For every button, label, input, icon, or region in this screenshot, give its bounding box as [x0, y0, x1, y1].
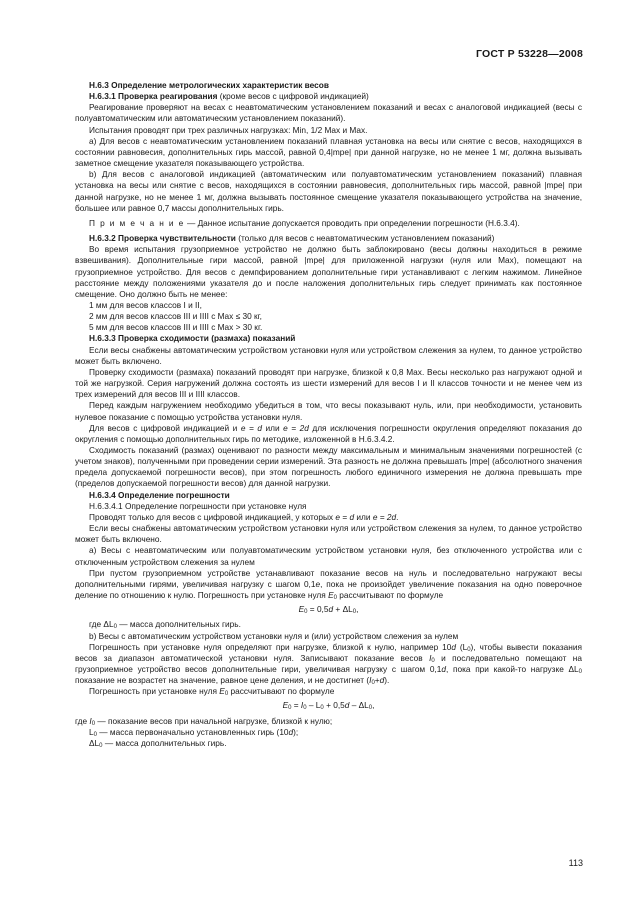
paragraph: Сходимость показаний (размах) оценивают по разности между максимальным и минимальным значениями погрешностей (с учетом знаков), полученными при проведении серии измерений. Эта разность не должна превышать |mpe| (абсолютного значения предела допускаемой погрешности весов), при этом погрешность любого единичного измерения не должна превышать mpe (пределов допускаемой погрешности весов) для данной нагрузки. — [75, 445, 582, 489]
subsection-h633: Н.6.3.3 Проверка сходимости (размаха) показаний — [89, 333, 296, 344]
paragraph: Перед каждым нагружением необходимо убедиться в том, что весы показывают нуль, или, при необходимости, установить нулевое показание с помощью устройства установки нуля. — [75, 400, 582, 422]
where-item: $\Delta L_0$ — масса дополнительных гирь. — [89, 737, 227, 749]
subsection-h632: Н.6.3.2 Проверка чувствительности (только для весов с неавтоматическим установлением показаний) — [89, 233, 495, 244]
paragraph: Проводят только для весов с цифровой индикацией, у которых e = d или e = 2d. — [89, 511, 399, 522]
paragraph: Реагирование проверяют на весах с неавтоматическим установлением показаний и весах с аналоговой индикацией (весы с полуавтоматическим или автоматическим установлением показаний). — [75, 102, 582, 124]
paragraph: Если весы снабжены автоматическим устройством установки нуля или устройством слежения за нулем, то данное устройство может быть включено. — [75, 344, 582, 366]
where-item: где $I_0$ — показание весов при начальной нагрузке, близкой к нулю; — [75, 715, 333, 727]
list-item: 1 мм для весов классов I и II, — [89, 299, 202, 310]
formula-zero-error-a: $E_0 = 0,5d + \Delta L_0$, — [298, 604, 359, 616]
where-clause: где $\Delta L_0$ — масса дополнительных гирь. — [89, 619, 241, 631]
paragraph: Для весов с цифровой индикацией и e = d или e = 2d для исключения погрешности округления определяют показания до округления с помощью дополнительных гирь по методике, изложенной в Н.6.3.4.2. — [75, 422, 582, 444]
paragraph: Испытания проводят при трех различных нагрузках: Min, 1/2 Max и Max. — [89, 124, 368, 135]
document-body — [75, 80, 582, 749]
note — [75, 218, 582, 229]
list-item: 2 мм для весов классов III и IIII с Max ≤ 30 кг, — [89, 311, 262, 322]
requirements-list — [75, 300, 582, 333]
paragraph: а) Для весов с неавтоматическим установлением показаний плавная установка на весы или снятие с весов, находящихся в состоянии равновесия, дополнительных гирь массой, равной 0,4|mpe| при данной нагрузке, но не менее 1 мг, должна вызывать заметное смещение указателя показывающего устройства. — [75, 135, 582, 169]
paragraph: а) Весы с неавтоматическим или полуавтоматическим устройством установки нуля, без отключенного устройства или с отключенным устройством слежения за нулем — [75, 545, 582, 567]
subsubsection-h6341: Н.6.3.4.1 Определение погрешности при установке нуля — [89, 500, 307, 511]
paragraph: Если весы снабжены автоматическим устройством установки нуля или устройством слежения за нулем, то данное устройство может быть включено. — [75, 523, 582, 545]
list-item: 5 мм для весов классов III и IIII с Max > 30 кг. — [89, 322, 263, 333]
subsection-title: Н.6.3.1 Проверка реагирования — [89, 91, 218, 102]
paragraph: Погрешность при установке нуля $E_0$ рассчитывают по формуле — [89, 686, 335, 698]
section-heading-h63: Н.6.3 Определение метрологических характеристик весов — [89, 80, 329, 90]
paragraph: Погрешность при установке нуля определяют при нагрузке, близкой к нулю, например 10d $(L_0)$, чтобы вывести показания весов за диапазон автоматической установки нуля. Записывают показание весов $I_0$ и последовательно помещают на грузоприемное устройство весов дополнительные гири, увеличивая нагрузку с шагом 0,1d, пока при какой-то нагрузке $\Delta L_0$ показание не возрастет на значение, равное цене деления, и не достигнет $(I_0+d)$. — [75, 641, 583, 687]
paragraph: b) Весы с автоматическим устройством установки нуля и (или) устройством слежения за нулем — [89, 630, 459, 641]
where-item: $L_0$ — масса первоначально установленных гирь (10d); — [89, 726, 299, 738]
paragraph: При пустом грузоприемном устройстве устанавливают показание весов на нуль и последовательно нагружают весы дополнительными гирями, увеличивая нагрузку с шагом 0,1e, пока не произойдет увеличение показания на одно поверочное деление по отношению к нулю. Погрешность при установке нуля $E_0$ рассчитывают по формуле — [75, 567, 582, 602]
formula-zero-error-b: $E_0 = I_0 - L_0 + 0,5d - \Delta L_0$, — [282, 700, 375, 712]
document-header: ГОСТ Р 53228—2008 — [475, 48, 583, 60]
note-label: П р и м е ч а н и е — [89, 217, 185, 228]
subsection-h631: Н.6.3.1 Проверка реагирования (кроме весов с цифровой индикацией) — [89, 91, 369, 102]
where-list — [75, 716, 582, 749]
subsection-title: Н.6.3.2 Проверка чувствительности — [89, 233, 236, 244]
paragraph: Проверку сходимости (размаха) показаний проводят при нагрузке, близкой к 0,8 Max. Весы несколько раз нагружают одной и той же нагрузкой. Серия нагружений должна состоять из шести измерений для весов I и II классов точности и не менее чем из трех измерений для весов III и IIII классов. — [75, 366, 582, 400]
note-text: — Данное испытание допускается проводить при определении погрешности (Н.6.3.4). — [184, 217, 520, 228]
paragraph: b) Для весов с аналоговой индикацией (автоматическим или полуавтоматическим установлением показаний) плавная установка на весы или снятие с весов, находящихся в состоянии равновесия, дополнительных гирь массой, равной |mpe| при данной нагрузке, но не менее 1 мг, должна вызывать постоянное смещение указателя показывающего устройства на значение, большее или равное 0,7 массы дополнительных гирь. — [75, 169, 582, 213]
paragraph: Во время испытания грузоприемное устройство не должно быть заблокировано (весы должны находиться в режиме взвешивания). Дополнительные гири массой, равной |mpe| для приложенной нагрузки (нуля или Max), помещают на грузоприемное устройство. Для весов с демпфированием дополнительные гири устанавливают с легким нажимом. Линейное расстояние между положениями указателя до и после наложения дополнительных гирь следует принимать как постоянное смещение. Оно должно быть не менее: — [75, 244, 582, 299]
page-number: 113 — [568, 858, 583, 868]
subsection-h634: Н.6.3.4 Определение погрешности — [89, 489, 230, 500]
